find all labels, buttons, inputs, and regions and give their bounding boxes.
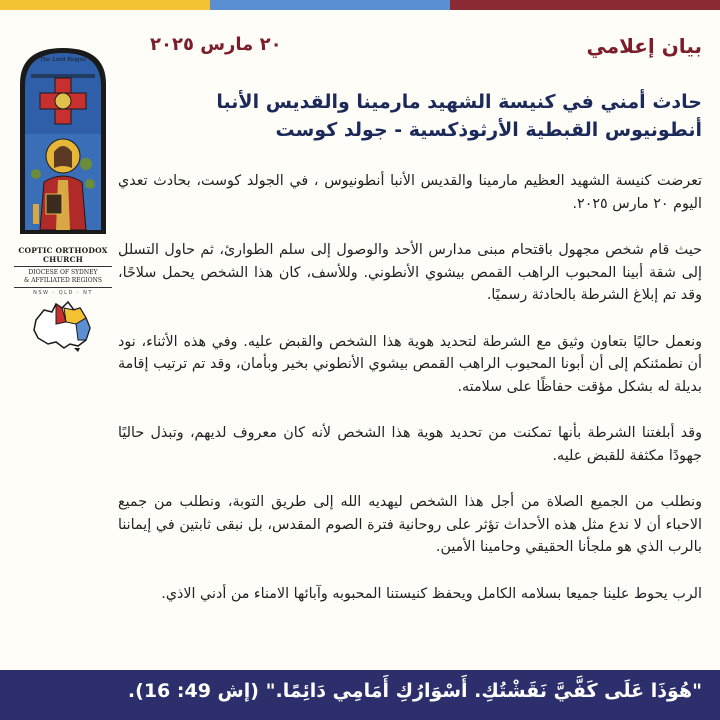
diocese-line-1: DIOCESE OF SYDNEY — [28, 269, 98, 276]
headline — [150, 88, 702, 144]
paragraph: ونعمل حاليًا بتعاون وثيق مع الشرطة لتحديد هوية هذا الشخص والقبض عليه. وفي هذه الأثناء، نود أن نطمئنكم إلى أن أبونا المحبوب الراهب القمص بيشوي الأنطوني بخير وبأمان، وقد تم ترتيب إقامة بديلة له بشكل مؤقت حفاظًا على سلامته. — [118, 333, 702, 395]
paragraph: ونطلب من الجميع الصلاة من أجل هذا الشخص ليهديه الله إلى طريق التوبة، ونطلب من جميع الاحباء أن لا ندع مثل هذه الأحداث تؤثر على روحانية فترة الصوم المقدس، بل نبقى ثابتين في إيماننا بالرب الذي هو ملجأنا الحقيقي وحامينا الأمين. — [118, 494, 702, 555]
page-header — [150, 34, 702, 60]
verse-footer — [0, 670, 720, 720]
headline-line-1: حادث أمني في كنيسة الشهيد مارمينا والقديس الأنبا — [216, 91, 702, 113]
release-date: ٢٠ مارس ٢٠٢٥ — [150, 34, 282, 55]
top-bar-red — [450, 0, 720, 10]
paragraph: الرب يحوط علينا جميعا بسلامه الكامل ويحفظ كنيستنا المحبوبه وآبائها الامناء من أدني الاذي. — [161, 585, 702, 602]
top-color-bar — [0, 0, 720, 10]
church-logo-text — [8, 246, 118, 296]
headline-line-2: أنطونيوس القبطية الأرثوذكسية - جولد كوست — [275, 119, 702, 141]
top-bar-blue — [210, 0, 450, 10]
paragraph: تعرضت كنيسة الشهيد العظيم مارمينا والقديس الأنبا أنطونيوس ، في الجولد كوست، بحادث تعدي اليوم ٢٠ مارس ٢٠٢٥. — [118, 173, 702, 212]
statement-body — [118, 170, 702, 629]
paragraph: وقد أبلغتنا الشرطة بأنها تمكنت من تحديد هوية هذا الشخص لأنه كان معروف لديهم، وتبذل حاليًا جهودًا مكثفة للقبض عليه. — [118, 425, 702, 464]
press-release-label: بيان إعلامي — [586, 34, 702, 58]
australia-map-icon — [30, 300, 94, 352]
logo-arch-text: The Lord Reigns — [39, 57, 87, 63]
press-release-page — [0, 10, 720, 670]
logo-divider-top — [14, 266, 112, 267]
regions-line: NSW · QLD · NT — [33, 290, 93, 296]
stained-glass-christ-icon — [16, 44, 110, 238]
church-name: COPTIC ORTHODOX CHURCH — [18, 246, 108, 264]
top-bar-yellow — [0, 0, 210, 10]
logo-divider-bottom — [14, 287, 112, 288]
diocese-line-2: & AFFILIATED REGIONS — [23, 277, 103, 284]
paragraph: حيث قام شخص مجهول باقتحام مبنى مدارس الأحد والوصول إلى سلم الطوارئ، ثم حاول التسلل إلى شقة أبينا المحبوب الراهب القمص بيشوي الأنطوني. وللأسف، كان هذا الشخص يحمل سلاحًا، وقد تم إبلاغ الشرطة بالحادثة رسميًا. — [118, 242, 702, 303]
bible-verse: "هُوَذَا عَلَى كَفَّيَّ نَقَشْتُكِ. أَسْوَارُكِ أَمَامِي دَائِمًا." (إش 49: 16). — [127, 680, 702, 702]
